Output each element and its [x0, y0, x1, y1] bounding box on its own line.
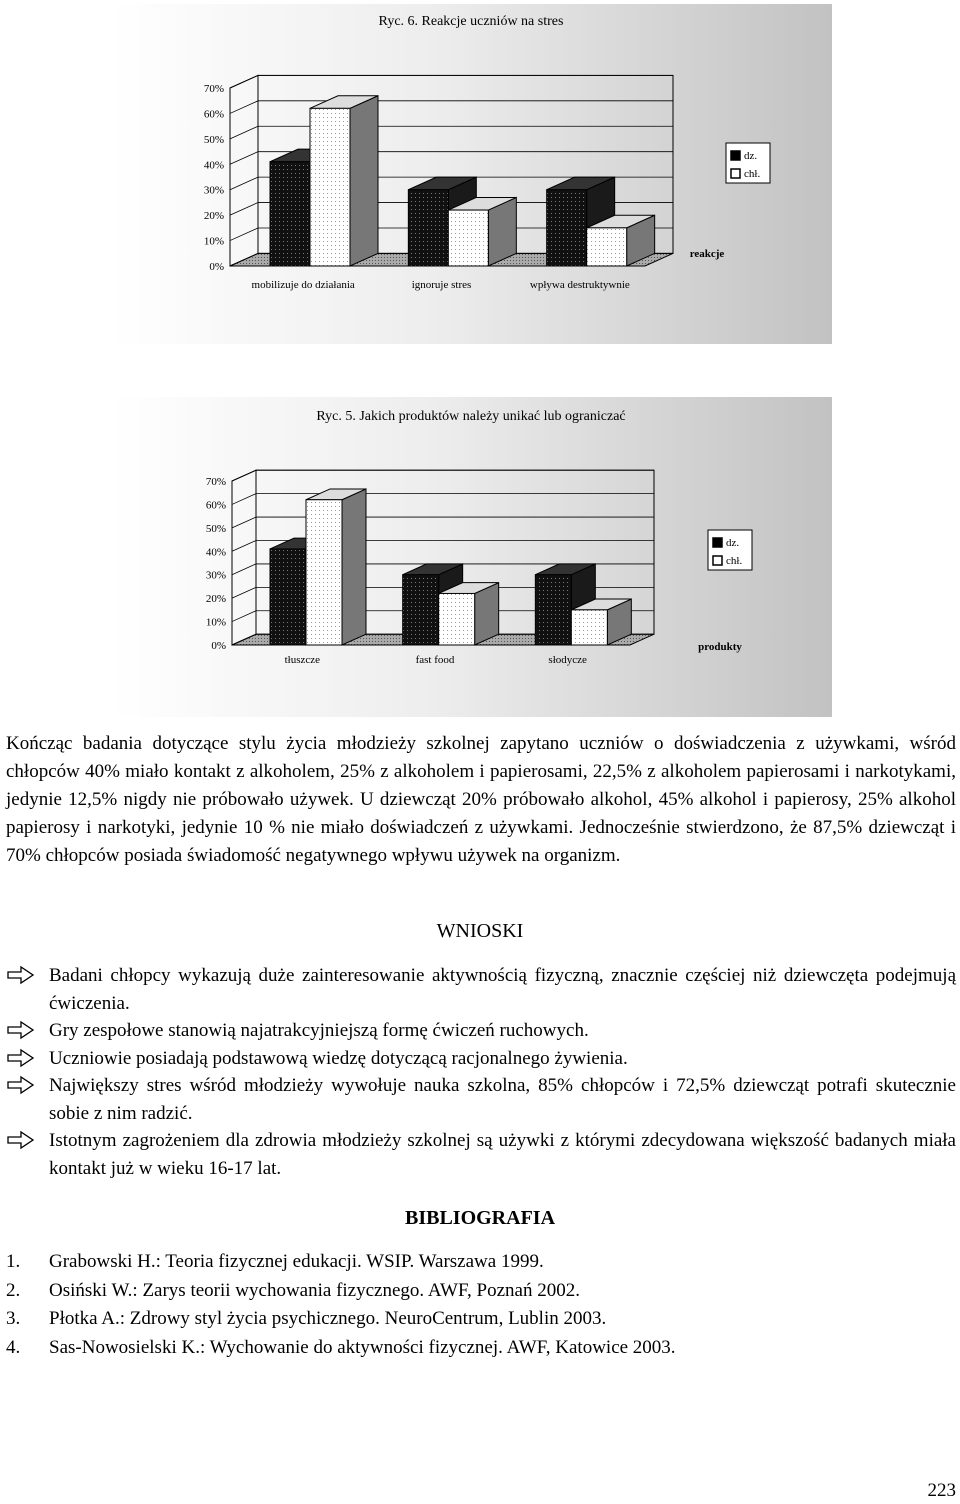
legend-swatch — [713, 538, 722, 547]
category-label: fast food — [415, 654, 455, 666]
conclusions-list — [6, 962, 956, 1182]
bibliography-text: Sas-Nowosielski K.: Wychowanie do aktywności fizycznej. AWF, Katowice 2003. — [49, 1336, 676, 1358]
conclusion-item — [6, 1127, 956, 1182]
bibliography-number: 4. — [6, 1336, 21, 1358]
results-paragraph: Kończąc badania dotyczące stylu życia młodzieży szkolnej zapytano uczniów o doświadczenia z używkami, wśród chłopców 40% miało kontakt z alkoholem, 25% z alkoholem i papierosami, 22,5% z alkoholem papierosami i narkotykami, jedynie 12,5% nigdy nie próbowało używek. U dziewcząt 20% próbowało alkohol, 45% alkohol i papierosy, 25% alkohol papierosy i narkotyki, jedynie 10 % nie miało doświadczeń z używkami. Jednocześnie stwierdzono, że 87,5% dziewcząt i 70% chłopców posiada świadomość negatywnego wpływu używek na organizm. — [6, 733, 956, 866]
bar-front — [270, 162, 310, 266]
bar-front — [408, 190, 448, 266]
conclusions-heading: WNIOSKI — [436, 920, 524, 942]
chart-canvas — [110, 4, 832, 344]
bar-side — [342, 489, 366, 645]
arrow-bullet-icon — [6, 965, 36, 985]
conclusion-item — [6, 962, 956, 1017]
conclusion-text: Istotnym zagrożeniem dla zdrowia młodzieży szkolnej są używki z którymi zdecydowana większość badanych miała kontakt już w wieku 16-17 lat. — [49, 1130, 956, 1179]
y-tick-label: 20% — [203, 210, 224, 223]
bar-front — [310, 108, 350, 266]
arrow-bullet-icon — [6, 1048, 36, 1068]
chart-reactions-to-stress — [110, 4, 832, 344]
chart-title: Ryc. 6. Reakcje uczniów na stres — [378, 14, 564, 29]
bar-front — [571, 610, 607, 645]
conclusion-item — [6, 1045, 956, 1073]
arrow-bullet-icon — [6, 1020, 36, 1040]
gridline — [230, 126, 673, 139]
y-tick-label: 30% — [203, 184, 224, 197]
bar-front — [439, 593, 475, 645]
chart-products-to-avoid — [110, 397, 832, 717]
bar-front — [270, 549, 306, 645]
legend-label: chł. — [744, 168, 761, 180]
bar-front — [306, 500, 342, 645]
y-tick-label: 20% — [205, 593, 226, 606]
bibliography-list — [6, 1248, 956, 1362]
legend-label: dz. — [726, 537, 740, 549]
bibliography-item — [6, 1334, 956, 1363]
bar-chł.-tłuszcze — [306, 489, 366, 645]
bibliography-text: Grabowski H.: Teoria fizycznej edukacji. WSIP. Warszawa 1999. — [49, 1251, 544, 1272]
gridline — [230, 75, 673, 88]
y-tick-label: 10% — [205, 616, 226, 629]
chart-title: Ryc. 5. Jakich produktów należy unikać lub ograniczać — [316, 409, 626, 424]
gridline — [230, 101, 673, 114]
gridline — [232, 470, 654, 481]
category-label: ignoruje stres — [411, 279, 472, 291]
y-tick-label: 0% — [211, 640, 226, 652]
bibliography-heading: BIBLIOGRAFIA — [404, 1207, 556, 1229]
bar-side — [350, 96, 378, 266]
conclusion-text: Badani chłopcy wykazują duże zainteresowanie aktywnością fizyczną, znacznie częściej niż dziewczęta podejmują ćwiczenia. — [49, 965, 956, 1014]
y-tick-label: 50% — [205, 522, 226, 535]
bar-chł.-fast food — [439, 583, 499, 645]
legend — [726, 143, 770, 183]
y-tick-label: 60% — [205, 499, 226, 512]
bibliography-item — [6, 1248, 956, 1277]
legend-label: chł. — [726, 555, 743, 567]
bar-front — [547, 190, 587, 266]
bar-chł.-słodycze — [571, 599, 631, 645]
y-tick-label: 10% — [203, 235, 224, 248]
bar-chł.-ignoruje stres — [448, 197, 516, 266]
bibliography-text: Osiński W.: Zarys teorii wychowania fizycznego. AWF, Poznań 2002. — [49, 1279, 580, 1301]
conclusion-text: Uczniowie posiadają podstawową wiedzę dotyczącą racjonalnego żywienia. — [49, 1047, 628, 1069]
y-tick-label: 30% — [205, 569, 226, 582]
bibliography-number: 3. — [6, 1308, 21, 1329]
category-label: wpływa destruktywnie — [529, 279, 630, 291]
bar-chł.-wpływa destruktywnie — [587, 215, 655, 266]
y-tick-label: 60% — [203, 108, 224, 121]
bar-front — [403, 575, 439, 645]
category-label: tłuszcze — [284, 654, 321, 666]
y-tick-label: 40% — [205, 546, 226, 559]
chart-canvas — [110, 397, 832, 717]
legend-swatch — [731, 169, 740, 178]
bar-chł.-mobilizuje do działania — [310, 96, 378, 266]
conclusion-text: Gry zespołowe stanowią najatrakcyjniejszą formę ćwiczeń ruchowych. — [49, 1020, 589, 1041]
bibliography-item — [6, 1277, 956, 1306]
category-label: słodycze — [548, 654, 587, 666]
gridline — [232, 517, 654, 528]
legend-label: dz. — [744, 150, 758, 162]
bar-front — [587, 228, 627, 266]
bar-front — [535, 575, 571, 645]
bibliography-number: 2. — [6, 1279, 21, 1301]
bibliography-item — [6, 1305, 956, 1334]
arrow-bullet-icon — [6, 1130, 36, 1150]
bibliography-number: 1. — [6, 1251, 21, 1272]
x-axis-label: reakcje — [689, 248, 725, 260]
y-tick-label: 50% — [203, 133, 224, 146]
gridline — [232, 494, 654, 505]
y-tick-label: 40% — [203, 159, 224, 172]
chart-side-wall — [232, 470, 256, 645]
category-label: mobilizuje do działania — [251, 279, 355, 291]
y-tick-label: 0% — [209, 261, 224, 273]
bar-front — [448, 210, 488, 266]
conclusion-text: Największy stres wśród młodzieży wywołuje nauka szkolna, 85% chłopców i 72,5% dziewcząt potrafi skutecznie sobie z nim radzić. — [49, 1075, 956, 1124]
conclusion-item — [6, 1072, 956, 1127]
arrow-bullet-icon — [6, 1075, 36, 1095]
x-axis-label: produkty — [698, 641, 742, 653]
bibliography-text: Płotka A.: Zdrowy styl życia psychicznego. NeuroCentrum, Lublin 2003. — [49, 1308, 607, 1329]
legend-swatch — [731, 151, 740, 160]
page-number: 223 — [927, 1480, 956, 1501]
legend-swatch — [713, 556, 722, 565]
legend — [708, 530, 752, 570]
y-tick-label: 70% — [203, 83, 224, 95]
y-tick-label: 70% — [205, 476, 226, 488]
chart-side-wall — [230, 75, 258, 266]
conclusion-item — [6, 1017, 956, 1045]
